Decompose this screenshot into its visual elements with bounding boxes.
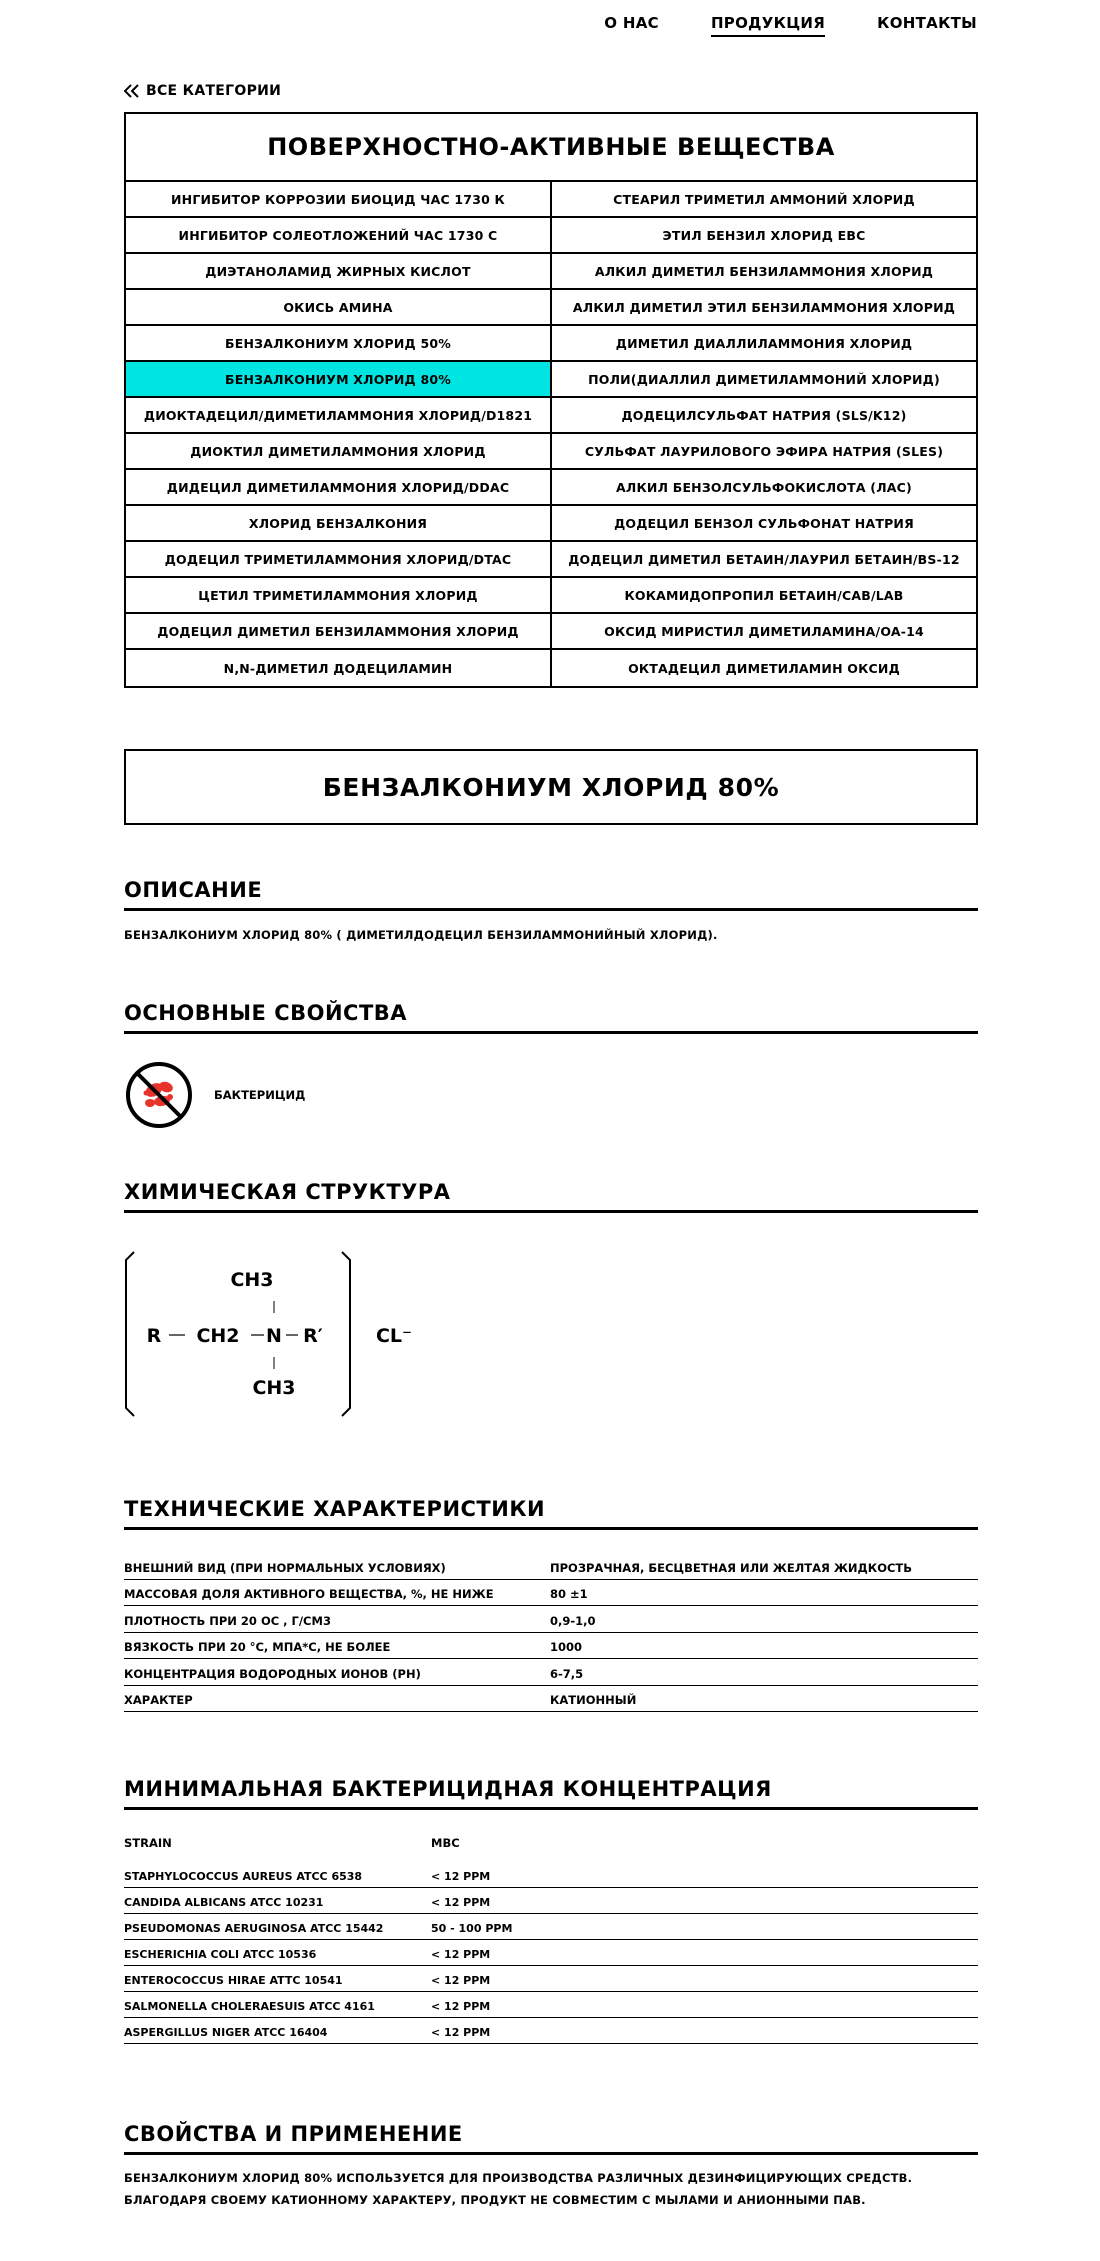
description-text: БЕНЗАЛКОНИУМ ХЛОРИД 80% ( ДИМЕТИЛДОДЕЦИЛ БЕНЗИЛАММОНИЙНЫЙ ХЛОРИД). — [124, 928, 718, 942]
tech-key: ХАРАКТЕР — [124, 1693, 193, 1707]
mbc-value: < 12 PPM — [431, 1870, 491, 1883]
mbc-value: 50 - 100 PPM — [431, 1922, 513, 1935]
mbc-heading: МИНИМАЛЬНАЯ БАКТЕРИЦИДНАЯ КОНЦЕНТРАЦИЯ — [124, 1777, 978, 1810]
category-item[interactable]: КОКАМИДОПРОПИЛ БЕТАИН/CAB/LAB — [552, 578, 976, 614]
nav-products[interactable]: ПРОДУКЦИЯ — [711, 14, 825, 37]
mbc-table — [124, 1836, 978, 2044]
formula-ch2: CH2 — [196, 1325, 240, 1347]
category-item[interactable]: ЦЕТИЛ ТРИМЕТИЛАММОНИЯ ХЛОРИД — [126, 578, 552, 614]
table-row — [124, 2018, 978, 2044]
mbc-strain: SALMONELLA CHOLERAESUIS ATCC 4161 — [124, 2000, 375, 2013]
category-item[interactable]: ДОДЕЦИЛ ДИМЕТИЛ БЕТАИН/ЛАУРИЛ БЕТАИН/BS-12 — [552, 542, 976, 578]
chemical-structure-diagram — [124, 1250, 454, 1420]
table-row — [124, 1992, 978, 2018]
tech-value: 1000 — [550, 1640, 583, 1654]
description-heading: ОПИСАНИЕ — [124, 878, 978, 911]
mbc-strain: ENTEROCOCCUS HIRAE ATTC 10541 — [124, 1974, 343, 1987]
category-item[interactable]: N,N-ДИМЕТИЛ ДОДЕЦИЛАМИН — [126, 650, 552, 686]
nav-about[interactable]: О НАС — [604, 14, 659, 32]
mbc-strain: ASPERGILLUS NIGER ATCC 16404 — [124, 2026, 328, 2039]
category-item[interactable]: ДИДЕЦИЛ ДИМЕТИЛАММОНИЯ ХЛОРИД/DDAC — [126, 470, 552, 506]
formula-ch3-bottom: CH3 — [252, 1377, 296, 1399]
table-row — [124, 1686, 978, 1713]
formula-r: R — [146, 1325, 162, 1347]
table-row — [124, 1580, 978, 1607]
property-label: БАКТЕРИЦИД — [214, 1088, 306, 1102]
category-item[interactable]: ПОЛИ(ДИАЛЛИЛ ДИМЕТИЛАММОНИЙ ХЛОРИД) — [552, 362, 976, 398]
table-row — [124, 1940, 978, 1966]
no-bacteria-icon — [124, 1060, 194, 1130]
mbc-strain: STAPHYLOCOCCUS AUREUS ATCC 6538 — [124, 1870, 363, 1883]
category-item[interactable]: ДОДЕЦИЛСУЛЬФАТ НАТРИЯ (SLS/K12) — [552, 398, 976, 434]
tech-key: ПЛОТНОСТЬ ПРИ 20 ОС , Г/СМ3 — [124, 1613, 331, 1628]
formula-anion: CL⁻ — [375, 1325, 413, 1347]
category-item[interactable]: ДИОКТИЛ ДИМЕТИЛАММОНИЯ ХЛОРИД — [126, 434, 552, 470]
category-item[interactable]: ОКТАДЕЦИЛ ДИМЕТИЛАМИН ОКСИД — [628, 660, 900, 676]
product-title: БЕНЗАЛКОНИУМ ХЛОРИД 80% — [124, 749, 978, 825]
mbc-value: < 12 PPM — [431, 1896, 491, 1909]
table-row — [124, 1966, 978, 1992]
mbc-strain: CANDIDA ALBICANS ATCC 10231 — [124, 1896, 324, 1909]
tech-value: ПРОЗРАЧНАЯ, БЕСЦВЕТНАЯ ИЛИ ЖЕЛТАЯ ЖИДКОСТЬ — [550, 1560, 913, 1575]
table-row — [124, 1659, 978, 1686]
usage-line: БЕНЗАЛКОНИУМ ХЛОРИД 80% ИСПОЛЬЗУЕТСЯ ДЛЯ ПРОИЗВОДСТВА РАЗЛИЧНЫХ ДЕЗИНФИЦИРУЮЩИХ СРЕДСТВ. — [124, 2171, 913, 2185]
category-item[interactable]: АЛКИЛ БЕНЗОЛСУЛЬФОКИСЛОТА (ЛАС) — [552, 470, 976, 506]
category-item[interactable]: ИНГИБИТОР СОЛЕОТЛОЖЕНИЙ ЧАС 1730 С — [126, 218, 552, 254]
category-item[interactable]: ДИЭТАНОЛАМИД ЖИРНЫХ КИСЛОТ — [126, 254, 552, 290]
table-row — [124, 1633, 978, 1660]
table-row — [124, 1862, 978, 1888]
mbc-strain: PSEUDOMONAS AERUGINOSA ATCC 15442 — [124, 1922, 384, 1935]
category-table — [124, 112, 978, 688]
tech-key: ВЯЗКОСТЬ ПРИ 20 °С, МПА*С, НЕ БОЛЕЕ — [124, 1640, 391, 1654]
category-item[interactable]: ОКИСЬ АМИНА — [126, 290, 552, 326]
mbc-value: < 12 PPM — [431, 2000, 491, 2013]
formula-r-prime: R′ — [303, 1325, 323, 1347]
category-item[interactable]: АЛКИЛ ДИМЕТИЛ ЭТИЛ БЕНЗИЛАММОНИЯ ХЛОРИД — [552, 290, 976, 326]
tech-key: КОНЦЕНТРАЦИЯ ВОДОРОДНЫХ ИОНОВ (PH) — [124, 1666, 421, 1681]
tech-value: КАТИОННЫЙ — [550, 1693, 637, 1707]
category-grid — [126, 182, 976, 686]
usage-text — [124, 2167, 912, 2211]
usage-line: БЛАГОДАРЯ СВОЕМУ КАТИОННОМУ ХАРАКТЕРУ, ПРОДУКТ НЕ СОВМЕСТИМ С МЫЛАМИ И АНИОННЫМИ ПАВ. — [124, 2193, 866, 2207]
category-item[interactable]: ХЛОРИД БЕНЗАЛКОНИЯ — [126, 506, 552, 542]
tech-key: ВНЕШНИЙ ВИД (ПРИ НОРМАЛЬНЫХ УСЛОВИЯХ) — [124, 1560, 446, 1575]
category-item[interactable]: ОКСИД МИРИСТИЛ ДИМЕТИЛАМИНА/OA-14 — [552, 614, 976, 650]
mbc-header-strain: STRAIN — [124, 1836, 172, 1850]
mbc-table-header — [124, 1836, 978, 1862]
formula-n: N — [266, 1325, 282, 1347]
all-categories-link[interactable] — [124, 83, 281, 99]
category-item[interactable]: БЕНЗАЛКОНИУМ ХЛОРИД 50% — [126, 326, 552, 362]
mbc-header-mbc: MBC — [431, 1836, 460, 1850]
usage-heading: СВОЙСТВА И ПРИМЕНЕНИЕ — [124, 2122, 978, 2155]
structure-heading: ХИМИЧЕСКАЯ СТРУКТУРА — [124, 1180, 978, 1213]
properties-heading: ОСНОВНЫЕ СВОЙСТВА — [124, 1001, 978, 1034]
main-nav — [604, 14, 977, 37]
category-item[interactable]: ДИМЕТИЛ ДИАЛЛИЛАММОНИЯ ХЛОРИД — [552, 326, 976, 362]
nav-contacts[interactable]: КОНТАКТЫ — [877, 14, 977, 32]
category-item[interactable]: ИНГИБИТОР КОРРОЗИИ БИОЦИД ЧАС 1730 К — [126, 182, 552, 218]
category-item[interactable]: ДОДЕЦИЛ ДИМЕТИЛ БЕНЗИЛАММОНИЯ ХЛОРИД — [126, 614, 552, 650]
tech-value: 80 ±1 — [550, 1587, 588, 1601]
category-item[interactable]: ДИОКТАДЕЦИЛ/ДИМЕТИЛАММОНИЯ ХЛОРИД/D1821 — [126, 398, 552, 434]
category-item[interactable]: АЛКИЛ ДИМЕТИЛ БЕНЗИЛАММОНИЯ ХЛОРИД — [552, 254, 976, 290]
tech-table — [124, 1553, 978, 1712]
formula-ch3-top: CH3 — [230, 1269, 274, 1291]
table-row — [124, 1553, 978, 1580]
table-row — [124, 1606, 978, 1633]
tech-key: МАССОВАЯ ДОЛЯ АКТИВНОГО ВЕЩЕСТВА, %, НЕ НИЖЕ — [124, 1587, 494, 1601]
tech-value: 0,9-1,0 — [550, 1613, 596, 1628]
mbc-value: < 12 PPM — [431, 2026, 491, 2039]
category-item[interactable]: ДОДЕЦИЛ БЕНЗОЛ СУЛЬФОНАТ НАТРИЯ — [552, 506, 976, 542]
category-item[interactable]: СУЛЬФАТ ЛАУРИЛОВОГО ЭФИРА НАТРИЯ (SLES) — [552, 434, 976, 470]
table-row — [124, 1914, 978, 1940]
category-item[interactable]: ДОДЕЦИЛ ТРИМЕТИЛАММОНИЯ ХЛОРИД/DTAC — [126, 542, 552, 578]
category-item[interactable]: ЭТИЛ БЕНЗИЛ ХЛОРИД EBC — [552, 218, 976, 254]
mbc-value: < 12 PPM — [431, 1974, 491, 1987]
mbc-value: < 12 PPM — [431, 1948, 491, 1961]
all-categories-label: ВСЕ КАТЕГОРИИ — [146, 83, 282, 99]
tech-heading: ТЕХНИЧЕСКИЕ ХАРАКТЕРИСТИКИ — [124, 1497, 978, 1530]
double-chevron-left-icon — [124, 84, 140, 98]
tech-value: 6-7,5 — [550, 1666, 584, 1681]
table-row — [124, 1888, 978, 1914]
category-title: ПОВЕРХНОСТНО-АКТИВНЫЕ ВЕЩЕСТВА — [126, 114, 976, 182]
mbc-strain: ESCHERICHIA COLI ATCC 10536 — [124, 1948, 317, 1961]
category-item-active[interactable]: БЕНЗАЛКОНИУМ ХЛОРИД 80% — [126, 362, 552, 398]
property-item — [124, 1060, 305, 1130]
category-item[interactable]: СТЕАРИЛ ТРИМЕТИЛ АММОНИЙ ХЛОРИД — [552, 182, 976, 218]
